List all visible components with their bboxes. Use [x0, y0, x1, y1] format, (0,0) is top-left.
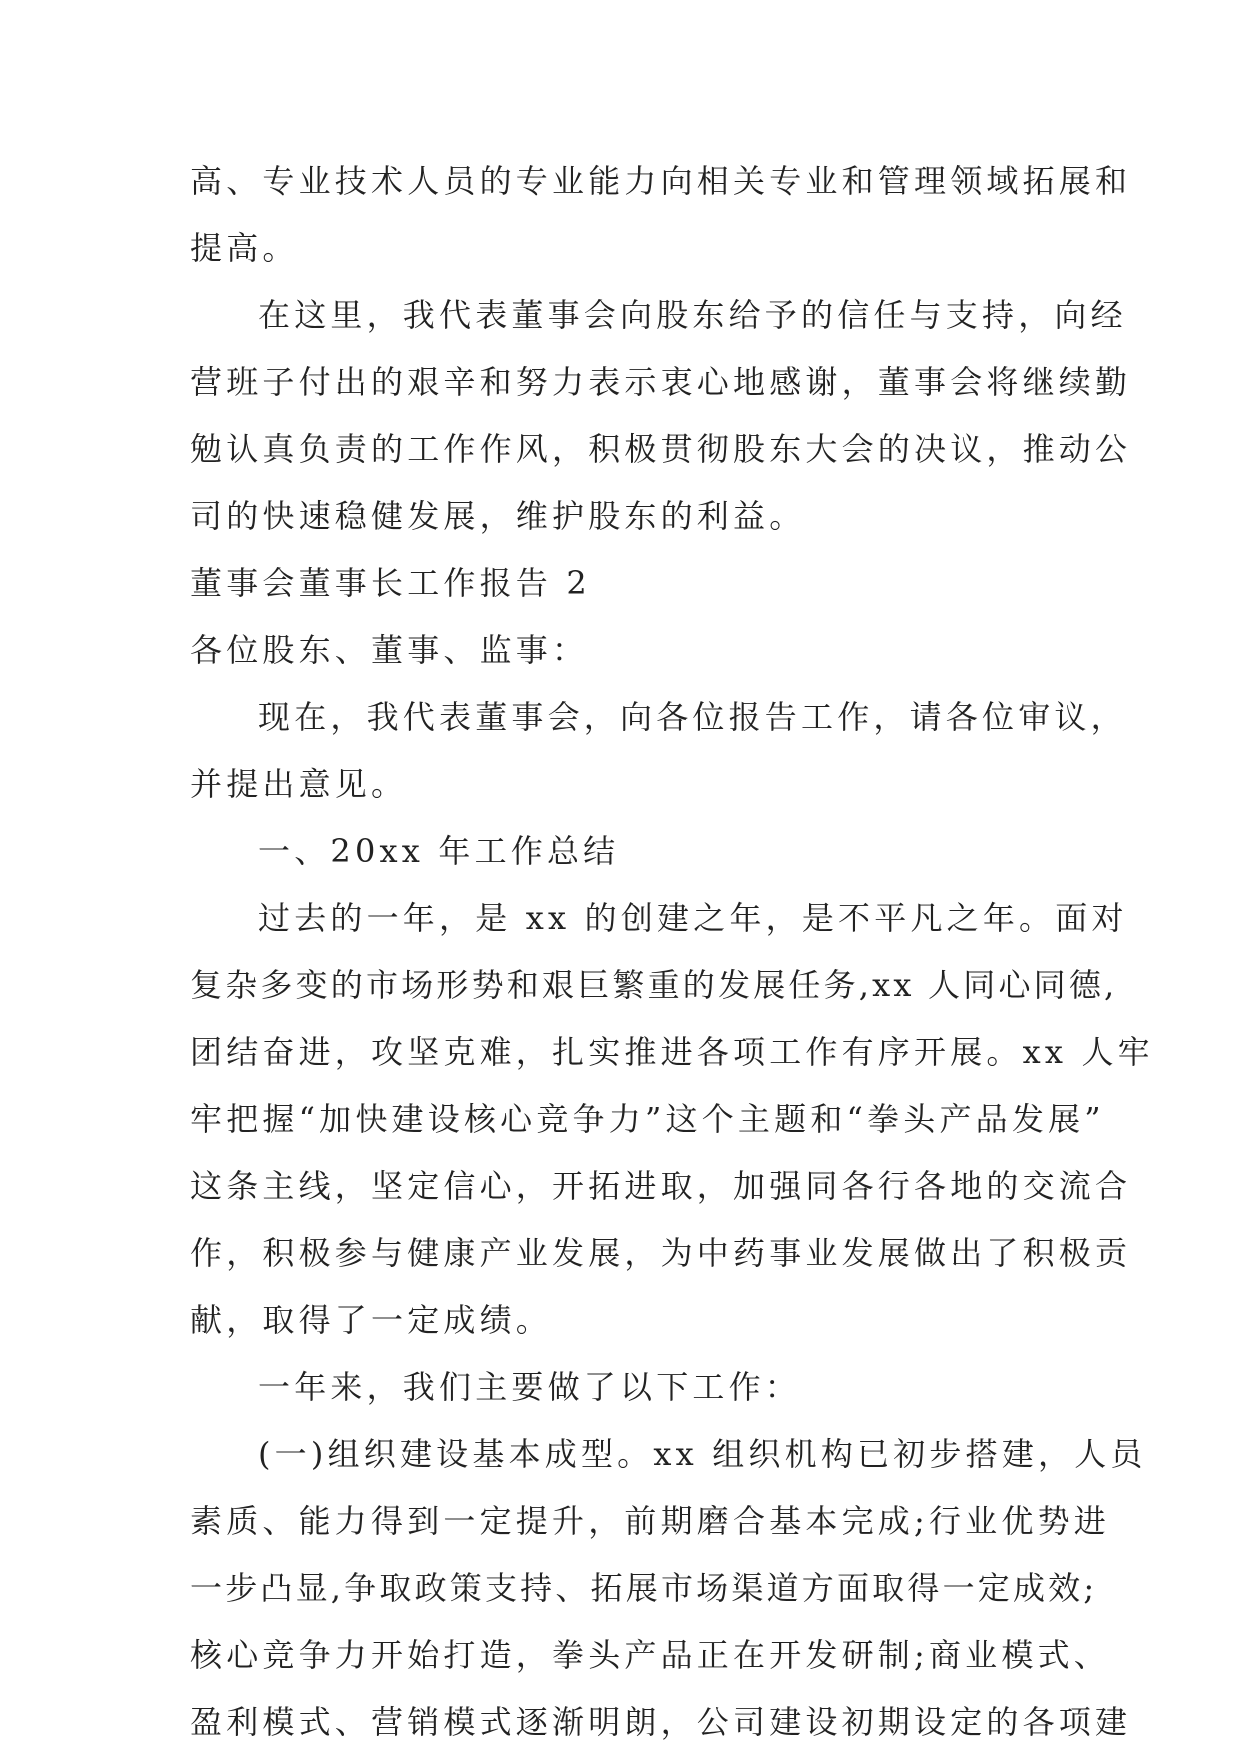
body-line: (一)组织建设基本成型。xx 组织机构已初步搭建，人员 [258, 1435, 1147, 1473]
body-line: 一步凸显,争取政策支持、拓展市场渠道方面取得一定成效; [190, 1569, 1098, 1607]
body-line: 在这里，我代表董事会向股东给予的信任与支持，向经 [258, 296, 1127, 334]
body-line: 现在，我代表董事会，向各位报告工作，请各位审议， [258, 698, 1127, 736]
body-line: 献，取得了一定成绩。 [190, 1301, 553, 1339]
subsection-heading: 一、20xx 年工作总结 [258, 832, 620, 870]
body-line: 复杂多变的市场形势和艰巨繁重的发展任务,xx 人同心同德, [190, 966, 1118, 1004]
body-line: 素质、能力得到一定提升，前期磨合基本完成;行业优势进 [190, 1502, 1110, 1540]
body-line: 过去的一年，是 xx 的创建之年，是不平凡之年。面对 [258, 899, 1128, 937]
body-line: 勉认真负责的工作作风，积极贯彻股东大会的决议，推动公 [190, 430, 1132, 468]
body-line: 司的快速稳健发展，维护股东的利益。 [190, 497, 806, 535]
salutation: 各位股东、董事、监事： [190, 631, 589, 669]
body-line: 高、专业技术人员的专业能力向相关专业和管理领域拓展和 [190, 162, 1132, 200]
body-line: 牢把握“加快建设核心竞争力”这个主题和“拳头产品发展” [190, 1100, 1105, 1138]
body-line: 提高。 [190, 229, 299, 267]
body-line: 作，积极参与健康产业发展，为中药事业发展做出了积极贡 [190, 1234, 1132, 1272]
body-line: 盈利模式、营销模式逐渐明朗，公司建设初期设定的各项建 [190, 1703, 1132, 1741]
body-line: 营班子付出的艰辛和努力表示衷心地感谢，董事会将继续勤 [190, 363, 1132, 401]
body-line: 并提出意见。 [190, 765, 408, 803]
body-line: 这条主线，坚定信心，开拓进取，加强同各行各地的交流合 [190, 1167, 1132, 1205]
body-line: 核心竞争力开始打造，拳头产品正在开发研制;商业模式、 [190, 1636, 1110, 1674]
section-heading: 董事会董事长工作报告 2 [190, 564, 591, 602]
document-body [190, 148, 1154, 1756]
body-line: 一年来，我们主要做了以下工作： [258, 1368, 802, 1406]
body-line: 团结奋进，攻坚克难，扎实推进各项工作有序开展。xx 人牢 [190, 1033, 1154, 1071]
